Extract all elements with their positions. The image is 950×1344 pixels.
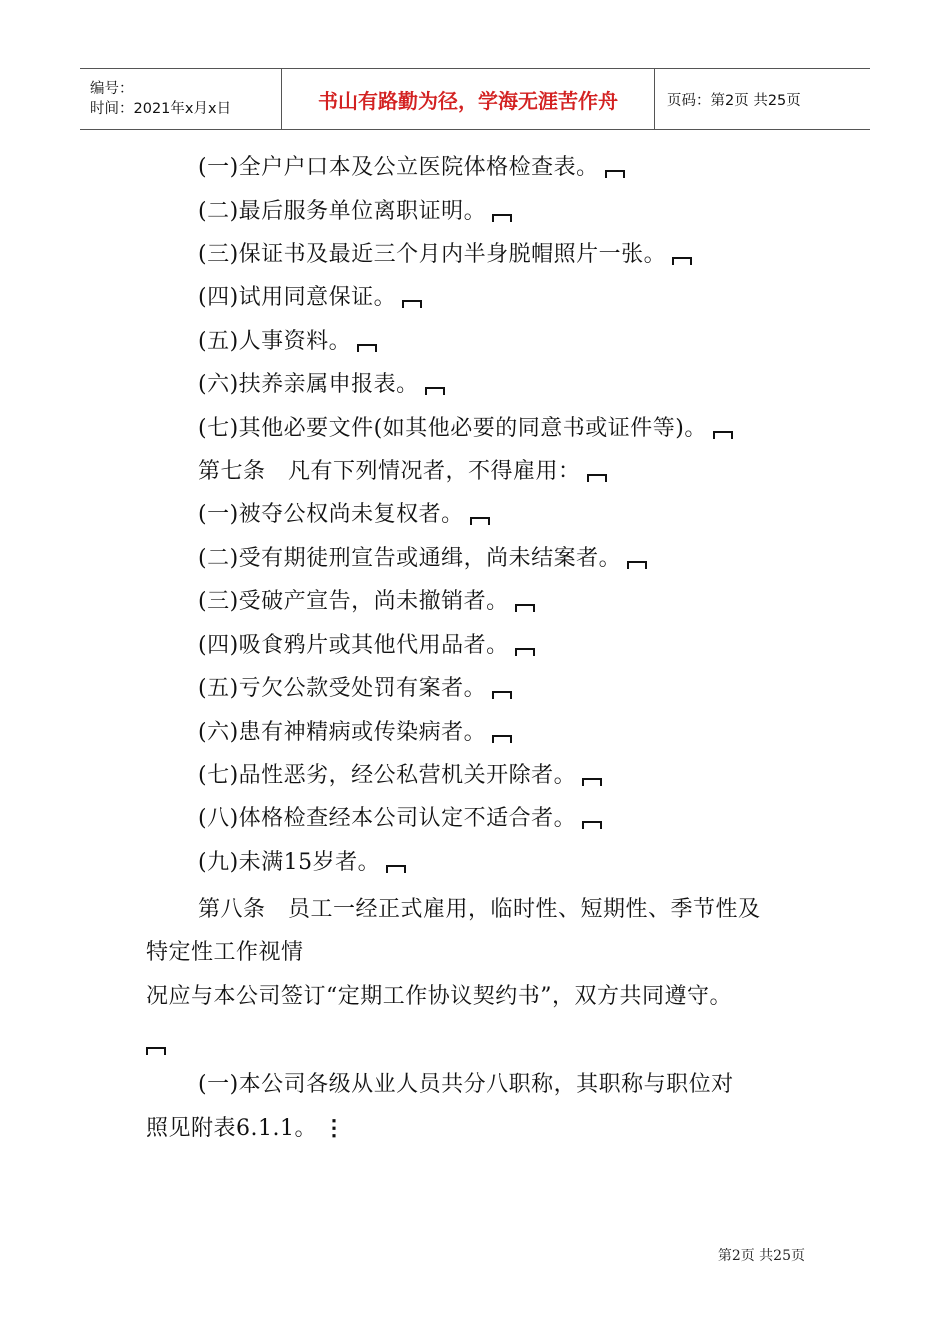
empty-paragraph — [140, 1030, 166, 1060]
paragraph-mark-icon — [515, 648, 535, 656]
list-item: (三)受破产宣告，尚未撤销者。 — [198, 587, 535, 617]
list-item: (五)人事资料。 — [198, 327, 377, 357]
motto-text: 书山有路勤为径，学海无涯苦作舟 — [318, 88, 618, 113]
list-item: (二)受有期徒刑宣告或通缉，尚未结案者。 — [198, 544, 647, 574]
paragraph-mark-icon — [713, 431, 733, 439]
paragraph-line: (一)本公司各级从业人员共分八职称，其职称与职位对 — [198, 1072, 734, 1097]
paragraph-mark-icon — [357, 344, 377, 352]
list-item: (七)品性恶劣，经公私营机关开除者。 — [198, 761, 602, 791]
page-number-label: 页码：第2页 共25页 — [667, 92, 801, 109]
page-footer — [718, 1245, 805, 1265]
paragraph-mark-icon — [146, 1047, 166, 1055]
paragraph-mark-icon — [582, 778, 602, 786]
paragraph-mark-icon — [492, 735, 512, 743]
header-meta — [80, 69, 282, 129]
list-item: (六)患有神精病或传染病者。 — [198, 718, 512, 748]
paragraph-mark-icon — [582, 821, 602, 829]
paragraph-mark-icon — [470, 517, 490, 525]
paragraph-mark-icon — [386, 865, 406, 873]
article-heading: 第八条 员工一经正式雇用，临时性、短期性、季节性及 — [198, 897, 761, 922]
list-item: (一)全户户口本及公立医院体格检查表。 — [198, 153, 625, 183]
list-item: (一)被夺公权尚未复权者。 — [198, 500, 490, 530]
paragraph-mark-icon — [515, 604, 535, 612]
header-motto — [282, 69, 655, 129]
paragraph-mark-icon — [672, 257, 692, 265]
list-item: (四)吸食鸦片或其他代用品者。 — [198, 631, 535, 661]
paragraph-line: 况应与本公司签订“定期工作协议契约书”，双方共同遵守。 — [146, 984, 732, 1009]
paragraph-mark-icon — [587, 474, 607, 482]
paragraph-mark-icon — [402, 300, 422, 308]
list-item: (六)扶养亲属申报表。 — [198, 370, 445, 400]
list-item: (七)其他必要文件(如其他必要的同意书或证件等)。 — [198, 414, 733, 444]
list-item: (三)保证书及最近三个月内半身脱帽照片一张。 — [198, 240, 692, 270]
paragraph-mark-icon — [492, 214, 512, 222]
list-item: (二)最后服务单位离职证明。 — [198, 197, 512, 227]
list-item: (五)亏欠公款受处罚有案者。 — [198, 674, 512, 704]
paragraph-mark-icon — [425, 387, 445, 395]
page-header — [80, 68, 870, 130]
document-number-label: 编号： — [90, 81, 134, 97]
paragraph-line: 照见附表6.1.1。 ⋮ — [146, 1115, 346, 1141]
document-date-label: 时间：2021年x月x日 — [90, 101, 232, 117]
paragraph-mark-icon — [605, 170, 625, 178]
article-heading: 第七条 凡有下列情况者，不得雇用： — [198, 457, 607, 487]
list-item: (八)体格检查经本公司认定不适合者。 — [198, 804, 602, 834]
paragraph-mark-icon — [492, 691, 512, 699]
paragraph-line: 特定性工作视情 — [146, 940, 304, 965]
header-page-info — [655, 69, 870, 129]
ellipsis-icon: ⋮ — [322, 1115, 346, 1141]
list-item: (四)试用同意保证。 — [198, 283, 422, 313]
list-item: (九)未满15岁者。 — [198, 848, 406, 878]
footer-page-number: 第2页 共25页 — [717, 1248, 805, 1264]
paragraph-mark-icon — [627, 561, 647, 569]
